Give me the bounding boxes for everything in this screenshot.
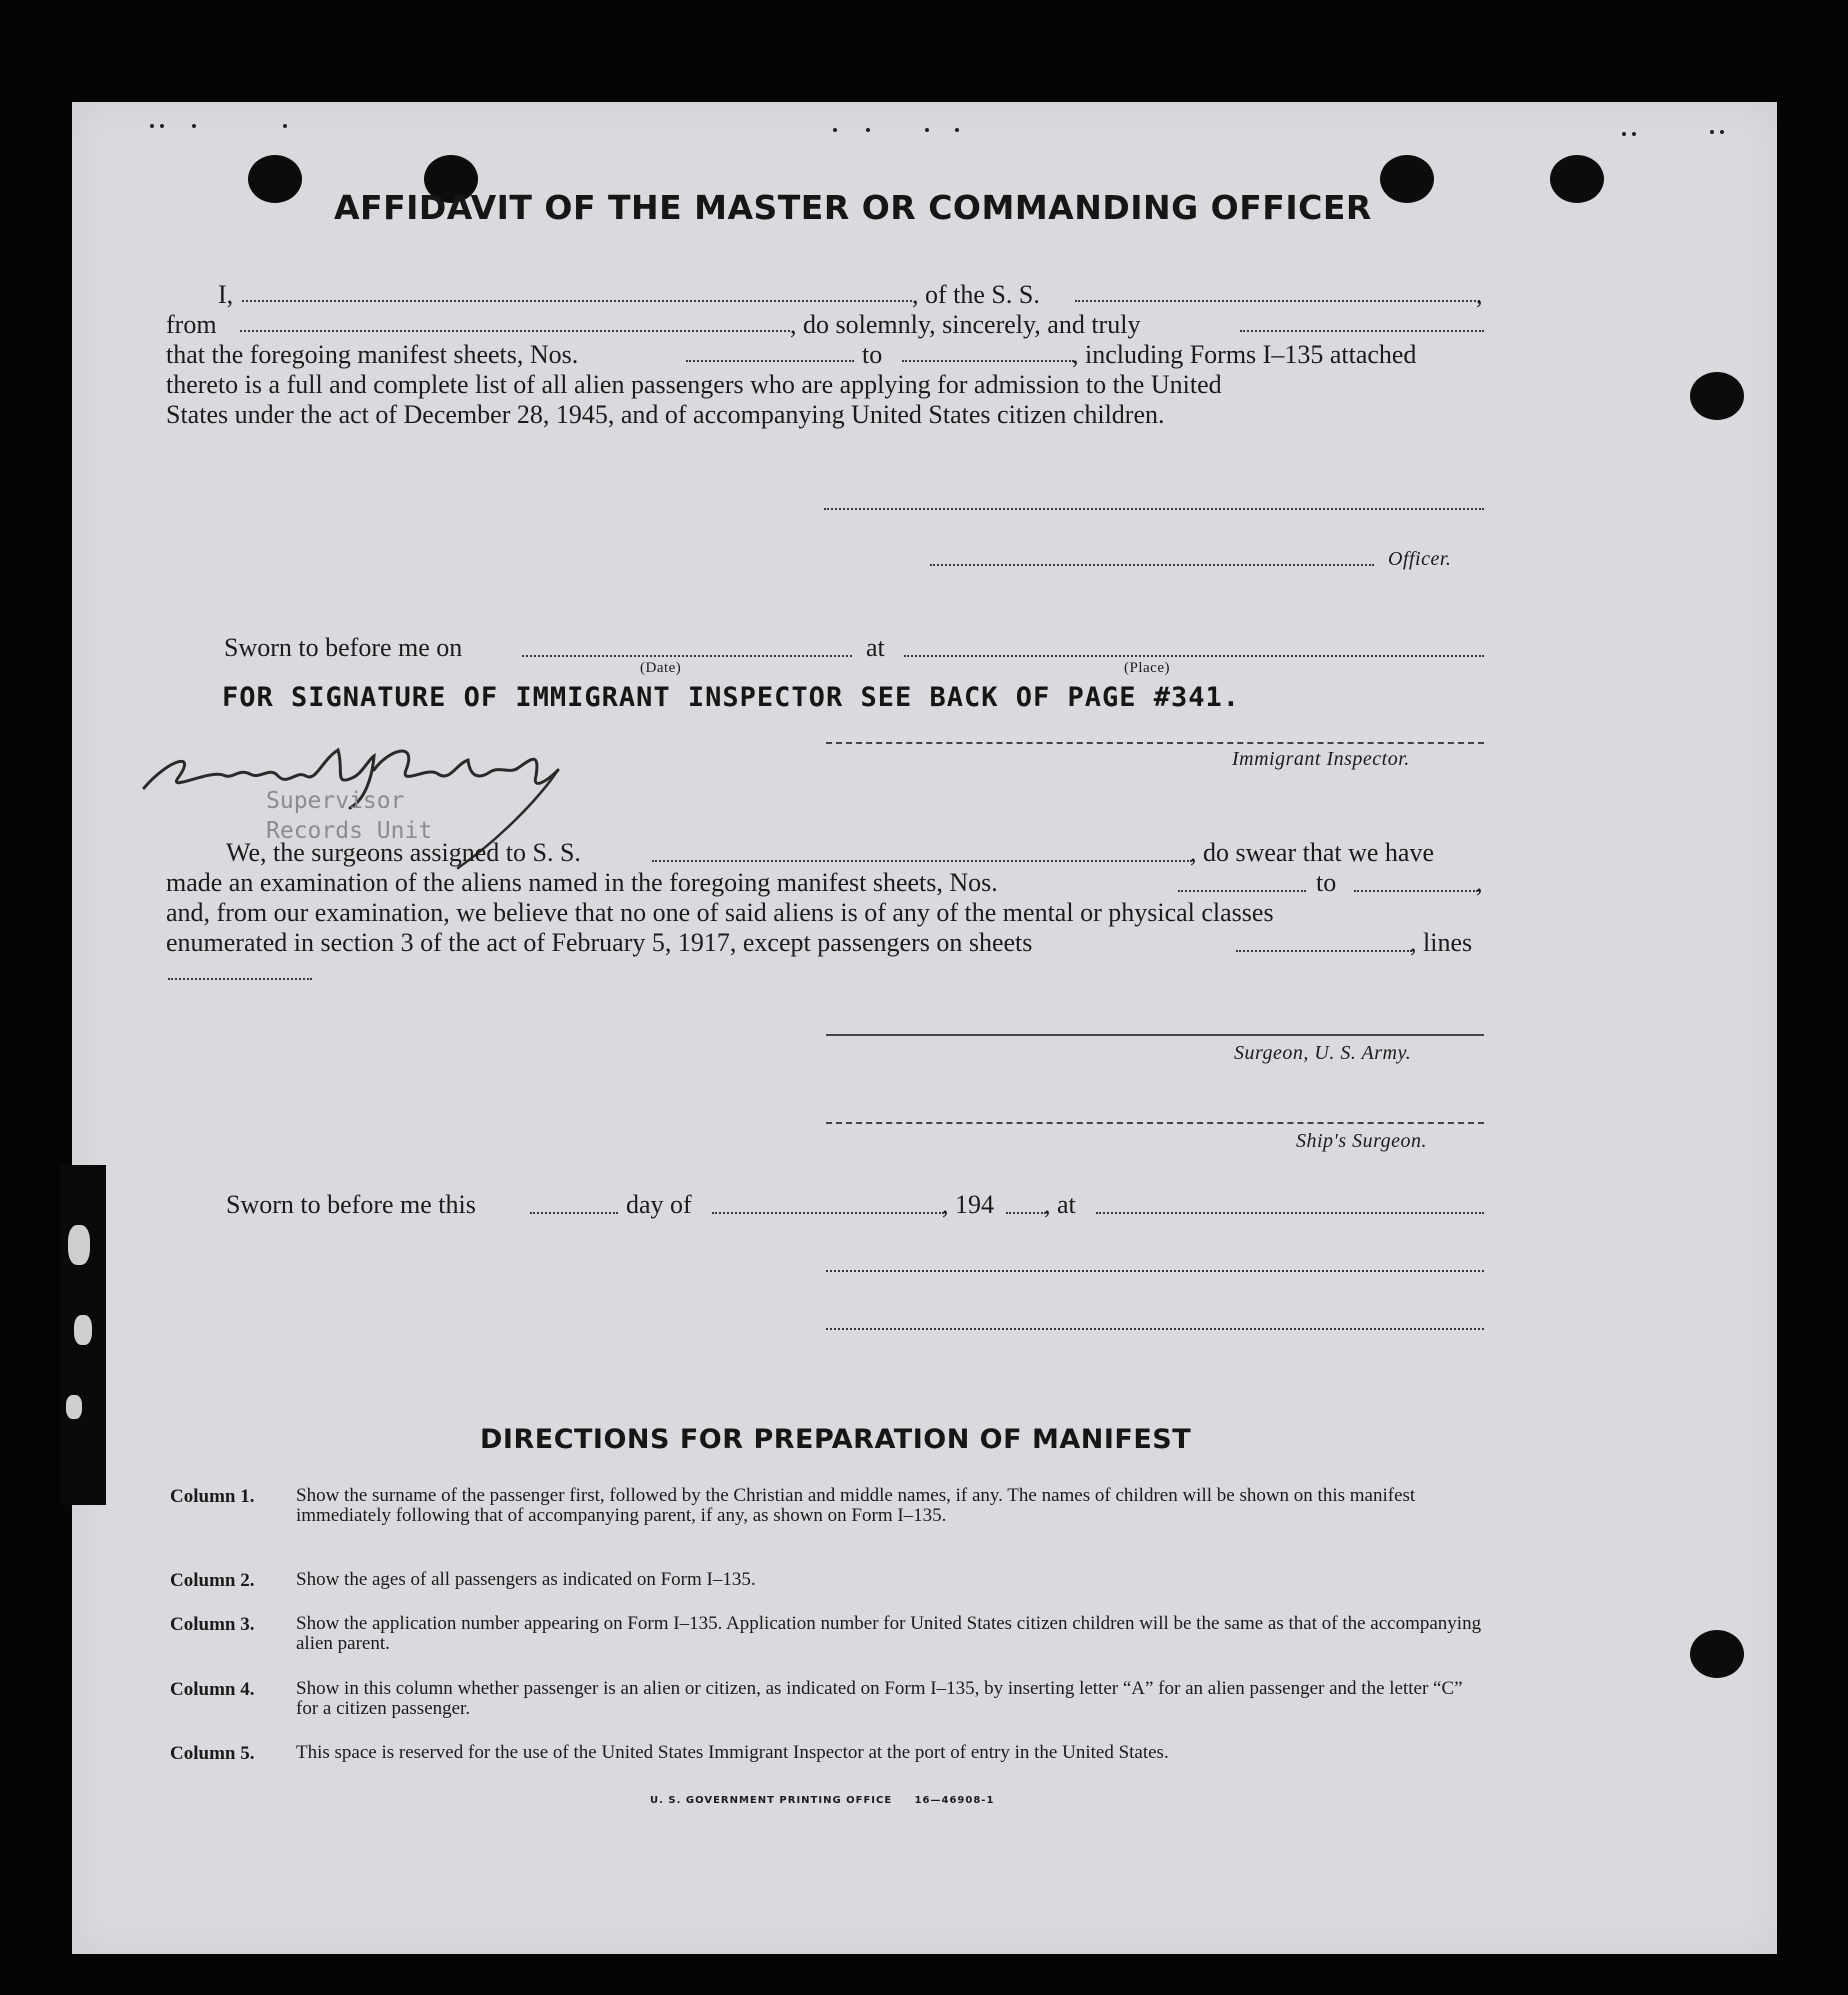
sworn-text: Sworn to before me this (226, 1190, 476, 1219)
sheet-to-blank (1354, 890, 1478, 892)
sheet-to-blank (902, 360, 1074, 362)
sheets-blank (1236, 950, 1412, 952)
name-blank (242, 300, 912, 302)
date-caption: (Date) (640, 660, 682, 676)
column-label: Column 1. (170, 1486, 255, 1507)
ship-blank (1075, 300, 1480, 302)
signature-line (826, 1270, 1484, 1272)
surgeons-text: , lines (1410, 928, 1473, 957)
affidavit-title: AFFIDAVIT OF THE MASTER OR COMMANDING OFFICER (334, 188, 1372, 227)
sworn-text: day of (626, 1190, 692, 1219)
column-label: Column 5. (170, 1743, 255, 1764)
date-blank (522, 655, 852, 657)
sworn-text: , at (1044, 1190, 1076, 1219)
sheet-from-blank (1178, 890, 1306, 892)
affidavit-text: , (1476, 280, 1483, 309)
sworn-text: at (866, 633, 885, 662)
surgeons-text: to (1316, 868, 1337, 897)
surgeons-text: and, from our examination, we believe that no one of said aliens is of any of the mental or physical classes (166, 898, 1274, 927)
sheet-from-blank (686, 360, 854, 362)
printing-office-footer: U. S. GOVERNMENT PRINTING OFFICE 16—46908-1 (650, 1795, 995, 1806)
punch-hole (248, 155, 302, 203)
place-blank (904, 655, 1484, 657)
column-label: Column 4. (170, 1679, 255, 1700)
surgeons-text: , (1476, 868, 1483, 897)
affidavit-text: that the foregoing manifest sheets, Nos. (166, 340, 579, 369)
ship-blank (652, 860, 1192, 862)
signature-line (826, 742, 1484, 744)
column-text: Show the application number appearing on Form I–135. Application number for United States citizen children will be the same as that of the accompanying alien parent. (296, 1613, 1482, 1654)
signature-line (826, 1122, 1484, 1124)
column-text: Show the ages of all passengers as indicated on Form I–135. (296, 1569, 756, 1590)
surgeons-text: We, the surgeons assigned to S. S. (226, 838, 581, 867)
sworn-text: Sworn to before me on (224, 633, 463, 662)
sworn-text: , 194 (942, 1190, 994, 1219)
column-label: Column 2. (170, 1570, 255, 1591)
punch-hole (1380, 155, 1434, 203)
affidavit-text: from (166, 310, 217, 339)
affidavit-text: to (862, 340, 883, 369)
year-blank (1006, 1212, 1046, 1214)
affidavit-text: thereto is a full and complete list of all alien passengers who are applying for admission to the United (166, 370, 1222, 399)
punch-hole (1690, 1630, 1744, 1678)
surgeons-text: , do swear that we have (1190, 838, 1435, 867)
signature-line (930, 564, 1374, 566)
signature-line (826, 1328, 1484, 1330)
column-text: Show the surname of the passenger first, followed by the Christian and middle names, if any. The names of children will be shown on this manifest immediately following that of accompanying parent, if any, as shown on Form I–135. (296, 1485, 1416, 1526)
binding-edge (60, 1165, 106, 1505)
affidavit-text: , do solemnly, sincerely, and truly (790, 310, 1141, 339)
surgeons-text: made an examination of the aliens named in the foregoing manifest sheets, Nos. (166, 868, 998, 897)
officer-caption: Officer. (1388, 548, 1452, 570)
place-blank (1096, 1212, 1484, 1214)
signature-line (824, 508, 1484, 510)
month-blank (712, 1212, 944, 1214)
directions-title: DIRECTIONS FOR PREPARATION OF MANIFEST (480, 1424, 1192, 1455)
punch-hole (1550, 155, 1604, 203)
supervisor-stamp: Supervisor (266, 788, 405, 814)
lines-blank (168, 978, 312, 980)
truly-blank (1240, 330, 1484, 332)
inspector-caption: Immigrant Inspector. (1232, 748, 1410, 770)
place-caption: (Place) (1124, 660, 1170, 676)
affidavit-text: , including Forms I–135 attached (1072, 340, 1417, 369)
signature-line (826, 1034, 1484, 1036)
affidavit-text: I, (218, 280, 234, 309)
column-text: Show in this column whether passenger is an alien or citizen, as indicated on Form I–135, by inserting letter “A” for an alien passenger and the letter “C” for a citizen passenger. (296, 1678, 1463, 1719)
punch-hole (1690, 372, 1744, 420)
column-label: Column 3. (170, 1614, 255, 1635)
army-surgeon-caption: Surgeon, U. S. Army. (1234, 1042, 1412, 1064)
surgeons-text: enumerated in section 3 of the act of February 5, 1917, except passengers on sheets (166, 928, 1033, 957)
column-text: This space is reserved for the use of the United States Immigrant Inspector at the port of entry in the United States. (296, 1742, 1169, 1763)
port-blank (240, 330, 790, 332)
affidavit-text: , of the S. S. (912, 280, 1040, 309)
supervisor-stamp: Records Unit (266, 818, 433, 844)
day-blank (530, 1212, 618, 1214)
affidavit-text: States under the act of December 28, 1945, and of accompanying United States citizen children. (166, 400, 1165, 429)
inspector-stamp: FOR SIGNATURE OF IMMIGRANT INSPECTOR SEE BACK OF PAGE #341. (222, 682, 1241, 713)
ship-surgeon-caption: Ship's Surgeon. (1296, 1130, 1428, 1152)
